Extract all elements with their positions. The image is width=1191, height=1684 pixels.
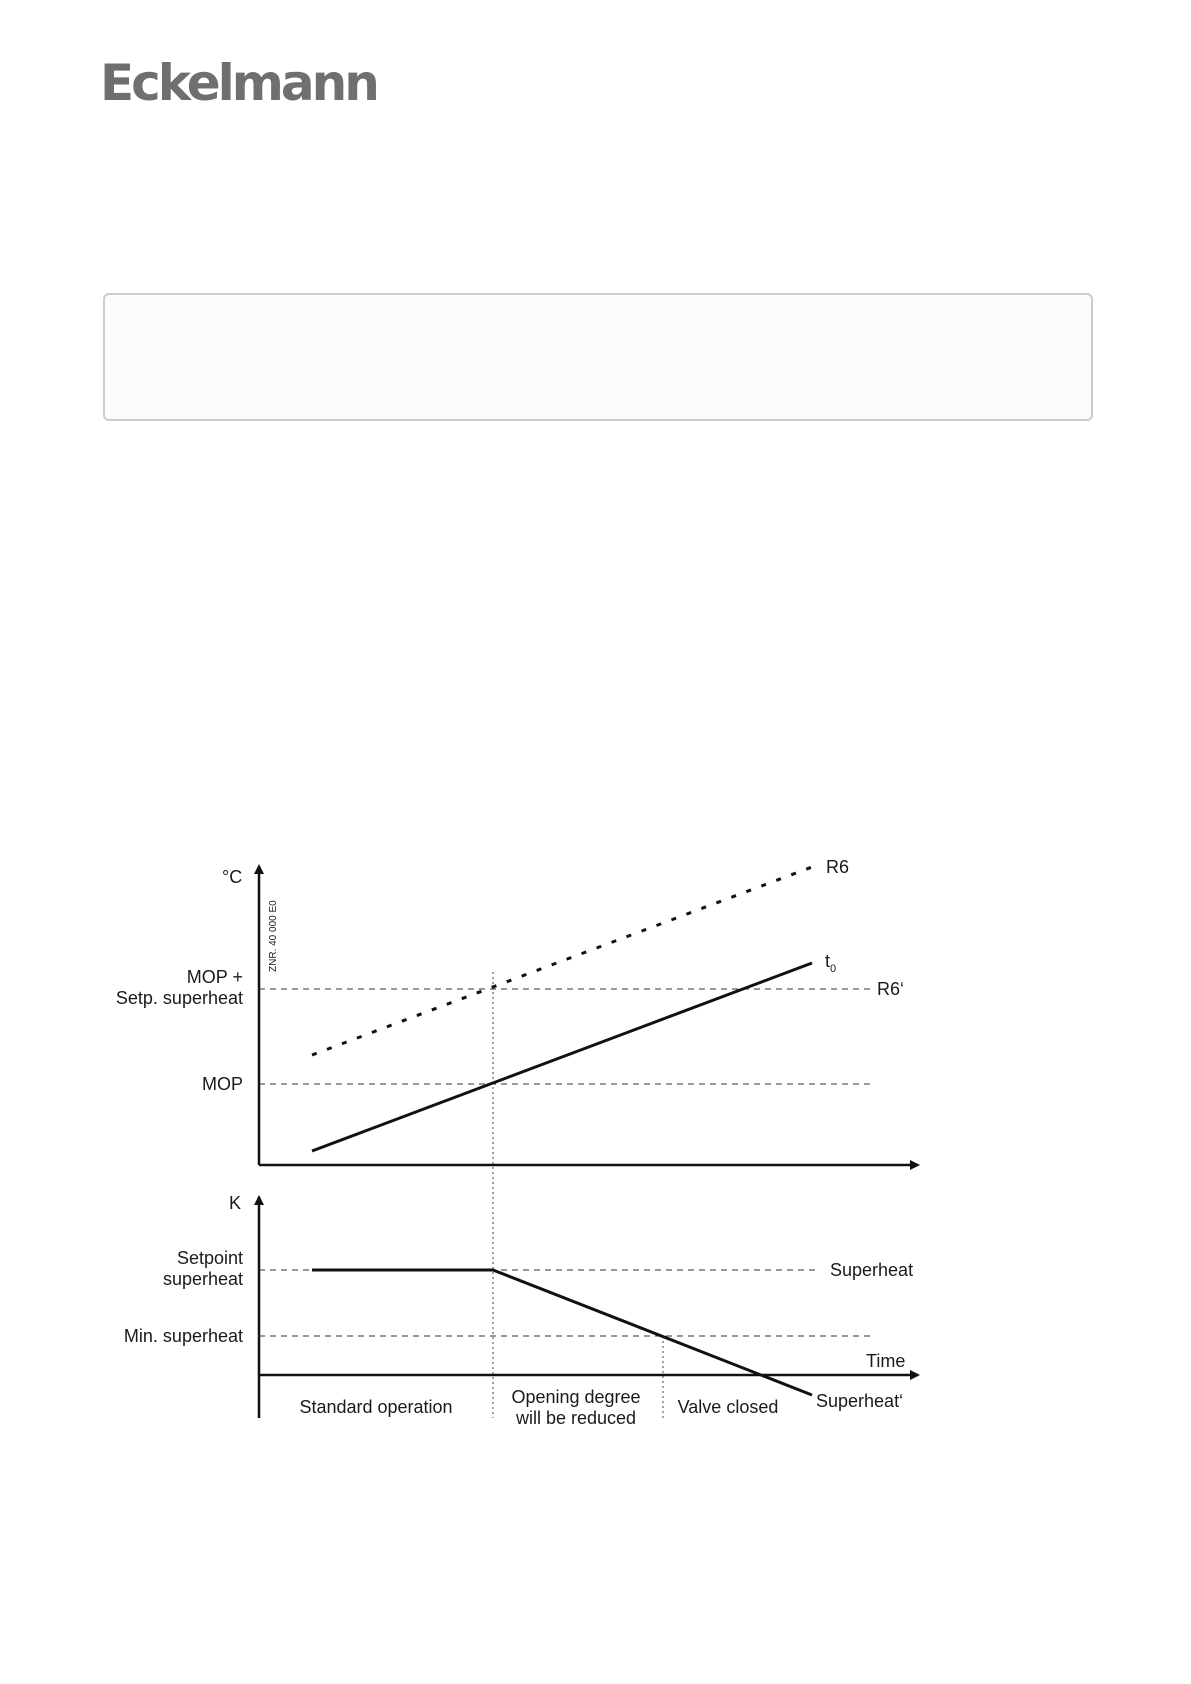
phase-standard-label: Standard operation <box>299 1397 453 1417</box>
phase-closed-label: Valve closed <box>677 1397 779 1417</box>
eckelmann-logo: Eckelmann <box>100 54 377 112</box>
superheat-prime-label: Superheat‘ <box>816 1391 904 1411</box>
r6-prime-label: R6‘ <box>877 979 905 999</box>
mop-setp-label-line2: Setp. superheat <box>115 988 243 1008</box>
phase-reduced-label-line1: Opening degree <box>511 1387 641 1407</box>
mop-label: MOP <box>201 1074 243 1094</box>
time-axis-label: Time <box>866 1351 906 1371</box>
t0-line <box>312 963 812 1151</box>
drawing-number: ZNR. 40 000 E0 <box>268 900 279 972</box>
superheat-label: Superheat <box>830 1260 914 1280</box>
mop-setp-label-line1: MOP + <box>186 967 243 987</box>
t0-label <box>825 951 836 975</box>
lower-axis-unit: K <box>229 1193 242 1213</box>
setpoint-label-line1: Setpoint <box>176 1248 243 1268</box>
t0-label-main: t <box>825 951 831 971</box>
setpoint-label-line2: superheat <box>162 1269 243 1289</box>
min-superheat-label: Min. superheat <box>123 1326 243 1346</box>
t0-label-sub: 0 <box>830 963 837 975</box>
r6-line <box>312 867 812 1055</box>
r6-label: R6 <box>826 857 850 877</box>
phase-reduced-label-line2: will be reduced <box>515 1408 637 1428</box>
upper-axis-unit: °C <box>222 867 243 887</box>
